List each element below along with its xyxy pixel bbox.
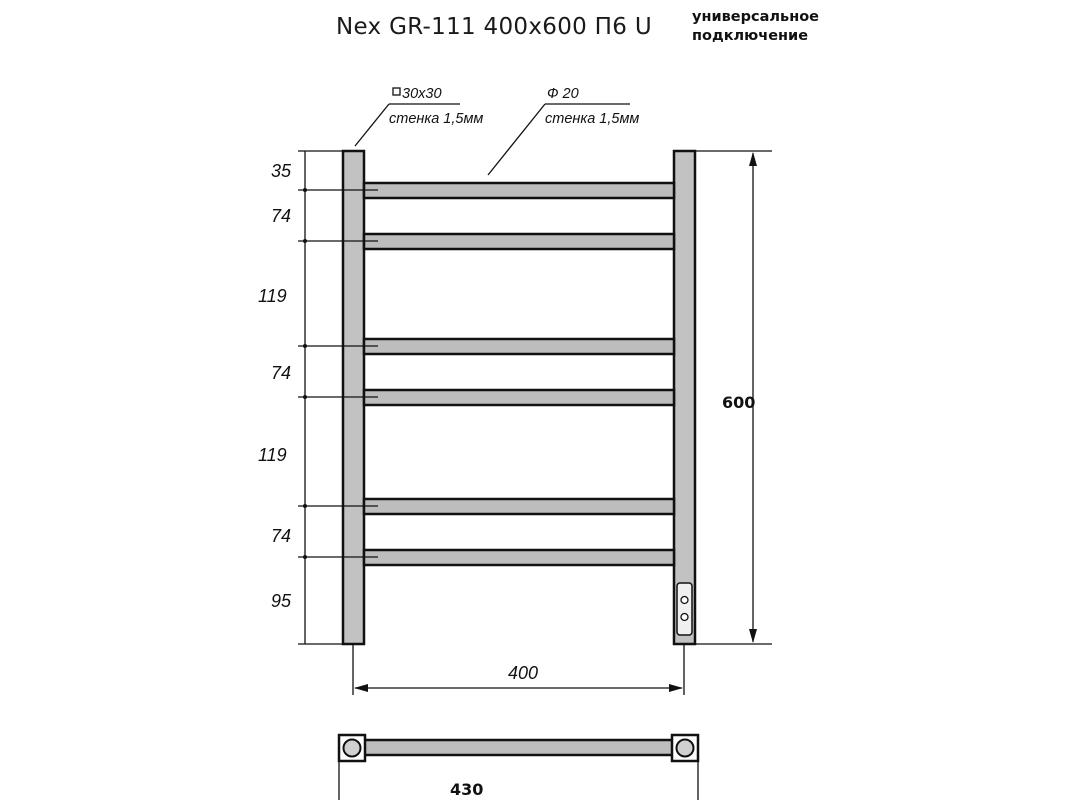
connector-pin-bottom [681, 614, 688, 621]
rung-3 [364, 339, 674, 354]
rung-5 [364, 499, 674, 514]
spacing-35: 35 [271, 161, 292, 181]
top-view-rung [364, 740, 674, 755]
spacing-74-bottom: 74 [271, 526, 292, 546]
width-400-label: 400 [508, 663, 539, 683]
connection-type-line1: универсальное [692, 9, 820, 25]
rung-wall-label: стенка 1,5мм [545, 111, 640, 127]
rung-1 [364, 183, 674, 198]
spacing-74-mid: 74 [271, 363, 292, 383]
connector-pin-top [681, 597, 688, 604]
total-width-dimension [339, 761, 698, 800]
profile-wall-label: стенка 1,5мм [389, 111, 484, 127]
connector-block [677, 583, 692, 635]
top-view [339, 735, 698, 761]
spacing-74-top: 74 [271, 206, 292, 226]
right-collector [674, 151, 695, 644]
diagram-title: Nex GR-111 400x600 П6 U [336, 14, 652, 40]
profile-size-label: 30x30 [402, 86, 442, 102]
rung-2 [364, 234, 674, 249]
connection-type-line2: подключение [692, 28, 809, 44]
rung-4 [364, 390, 674, 405]
spacing-119-top: 119 [258, 286, 287, 306]
left-dimension-chain [298, 151, 378, 644]
width-430-label: 430 [450, 780, 484, 799]
rung-diameter-label: Ф 20 [547, 86, 579, 102]
rung-6 [364, 550, 674, 565]
rungs [364, 183, 674, 565]
height-600-label: 600 [722, 393, 756, 412]
spacing-119-bottom: 119 [258, 445, 287, 465]
spacing-95: 95 [271, 591, 292, 611]
